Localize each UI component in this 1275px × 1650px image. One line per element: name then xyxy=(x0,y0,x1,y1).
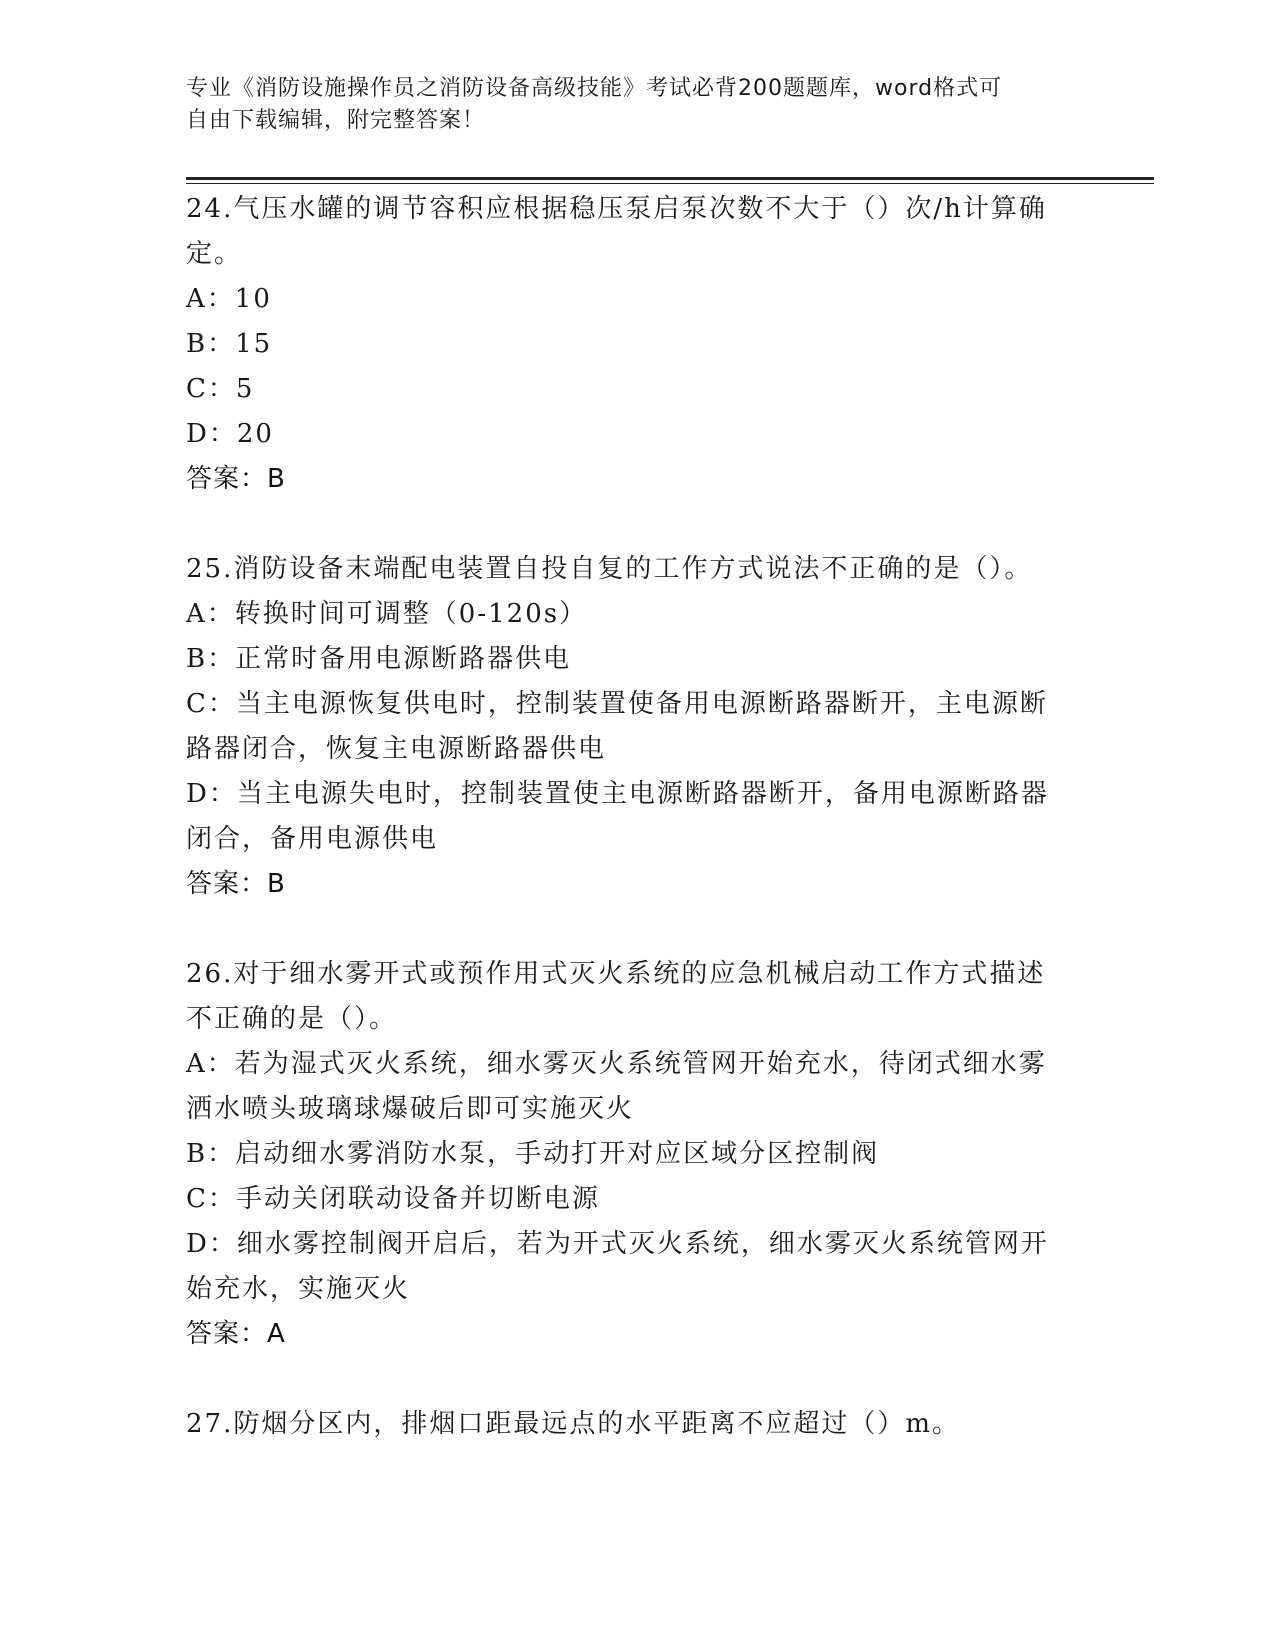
header-rule-thin xyxy=(186,183,1154,184)
question-spacer xyxy=(186,501,1076,547)
option-text: C：手动关闭联动设备并切断电源 xyxy=(186,1184,600,1214)
answer-text: 答案：A xyxy=(186,1319,286,1349)
option-text: 闭合，备用电源供电 xyxy=(186,824,439,854)
question-spacer xyxy=(186,906,1076,952)
option-text: B：正常时备用电源断路器供电 xyxy=(186,644,572,674)
option-text: 路器闭合，恢复主电源断路器供电 xyxy=(186,734,607,764)
question-text: 定。 xyxy=(186,239,243,269)
option-text: 始充水，实施灭火 xyxy=(186,1274,411,1304)
answer-text: 答案：B xyxy=(186,464,286,494)
question-block xyxy=(186,952,1076,1356)
question-text: 不正确的是（）。 xyxy=(186,1004,398,1034)
option-text: 洒水喷头玻璃球爆破后即可实施灭火 xyxy=(186,1094,635,1124)
option-text: D：当主电源失电时，控制装置使主电源断路器断开，备用电源断路器 xyxy=(186,779,1049,809)
option-text: B：启动细水雾消防水泵，手动打开对应区域分区控制阀 xyxy=(186,1139,880,1169)
header-line-1: 专业《消防设施操作员之消防设备高级技能》考试必背200题题库，word格式可 xyxy=(186,76,1003,101)
question-spacer xyxy=(186,1356,1076,1402)
question-block xyxy=(186,1402,1076,1447)
question-text: 26.对于细水雾开式或预作用式灭火系统的应急机械启动工作方式描述 xyxy=(186,959,1046,989)
option-text: C：当主电源恢复供电时，控制装置使备用电源断路器断开，主电源断 xyxy=(186,689,1048,719)
question-block xyxy=(186,187,1076,501)
question-text: 25.消防设备末端配电装置自投自复的工作方式说法不正确的是（）。 xyxy=(186,554,1033,584)
header-rule-thick xyxy=(186,177,1154,180)
option-text: A：若为湿式灭火系统，细水雾灭火系统管网开始充水，待闭式细水雾 xyxy=(186,1049,1047,1079)
option-text: C：5 xyxy=(186,374,255,404)
question-list xyxy=(186,187,1076,1447)
option-text: D：细水雾控制阀开启后，若为开式灭火系统，细水雾灭火系统管网开 xyxy=(186,1229,1049,1259)
header-line-2: 自由下载编辑，附完整答案！ xyxy=(186,108,486,133)
question-text: 27.防烟分区内，排烟口距最远点的水平距离不应超过（）m。 xyxy=(186,1409,961,1439)
option-text: B：15 xyxy=(186,329,273,359)
option-text: D：20 xyxy=(186,419,274,449)
question-block xyxy=(186,547,1076,906)
answer-text: 答案：B xyxy=(186,869,286,899)
option-text: A：10 xyxy=(186,284,272,314)
option-text: A：转换时间可调整（0-120s） xyxy=(186,599,588,629)
question-text: 24.气压水罐的调节容积应根据稳压泵启泵次数不大于（）次/h计算确 xyxy=(186,194,1047,224)
document-header xyxy=(186,73,1066,137)
